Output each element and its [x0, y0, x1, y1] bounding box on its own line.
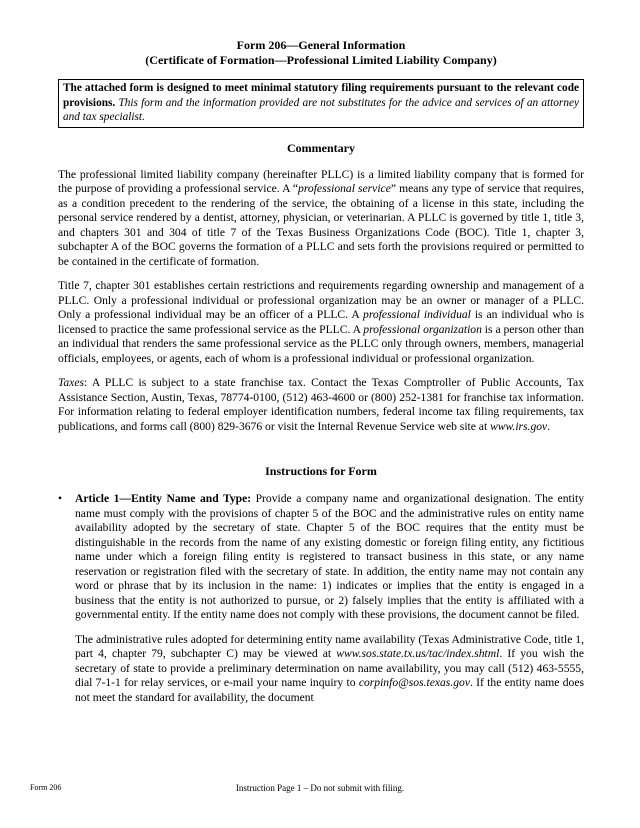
- commentary-heading: Commentary: [287, 140, 355, 155]
- instructions-heading: Instructions for Form: [265, 464, 377, 478]
- taxes-paragraph: Taxes: A PLLC is subject to a state franchise tax. Contact the Texas Comptroller of Public Accounts, Tax Assistance Section, Austin, Texas, 78774-0100, (512) 463-4600 or (800) 252-1381 for franchise tax information. For information relating to federal employer identification numbers, federal income tax filing requirements, tax publications, and forms call (800) 829-3676 or visit the Internal Revenue Service web site at www.irs.gov.: [58, 376, 584, 433]
- article-1-paragraph-2: The administrative rules adopted for determining entity name availability (Texas Administrative Code, title 1, part 4, chapter 79, subchapter C) may be viewed at www.sos.state.tx.us/tac/index.shtml. If you wish the secretary of state to provide a preliminary determination on name availability, you may call (512) 463-5555, dial 7-1-1 for relay services, or e-mail your name inquiry to corpinfo@sos.texas.gov. If the entity name does not meet the standard for availability, the document: [75, 632, 584, 704]
- disclaimer-bold: The attached form is designed to meet minimal statutory filing requirements pursuant to the relevant code provisions.: [63, 82, 579, 109]
- commentary-paragraph-1: The professional limited liability company (hereinafter PLLC) is a limited liability company that is formed for the purpose of providing a professional service. A “professional service” means any type of service that requires, as a condition precedent to the rendering of the service, the obtaining of a license in this state, including the personal service rendered by a dentist, attorney, physician, or veterinarian. A PLLC is governed by title 1, title 3, and chapters 301 and 304 of title 7 of the Texas Business Organizations Code (BOC). Title 1, chapter 3, subchapter A of the BOC governs the formation of a PLLC and sets forth the provisions required or permitted to be contained in the certificate of formation.: [58, 167, 584, 268]
- tac-link[interactable]: www.sos.state.tx.us/tac/index.shtml: [336, 647, 500, 660]
- article-1-item: [58, 492, 584, 705]
- corpinfo-email-link[interactable]: corpinfo@sos.texas.gov: [358, 676, 470, 689]
- irs-link[interactable]: www.irs.gov: [490, 419, 548, 433]
- form-title-line1: Form 206—General Information: [236, 38, 406, 52]
- disclaimer-box: [58, 79, 584, 128]
- document-page: [58, 38, 584, 715]
- bullet-marker: •: [58, 492, 63, 505]
- taxes-label: Taxes: [58, 376, 84, 389]
- article-1-paragraph: Article 1—Entity Name and Type: Provide a company name and organizational designation. The entity name must comply with the provisions of chapter 5 of the BOC and the administrative rules on entity name availability adopted by the secretary of state. Chapter 5 of the BOC requires that the entity must be distinguishable in the records from the name of any existing domestic or foreign filing entity, any fictitious name under which a foreign filing entity is registered to transact business in this state, or any name reservation or registration filed with the secretary of state. In addition, the entity name may not contain any word or phrase that by its inclusion in the name: 1) indicates or implies that the entity is engaged in a business that the entity is not authorized to pursue, or 2) falsely implies that the entity is affiliated with a governmental entity. If the entity name does not comply with these provisions, the document cannot be filed.: [75, 492, 584, 621]
- footer-page-note: Instruction Page 1 – Do not submit with filing.: [235, 783, 405, 793]
- commentary-paragraph-2: Title 7, chapter 301 establishes certain restrictions and requirements regarding ownership and management of a PLLC. Only a professional individual or professional organization may be an owner or manager of a PLLC. Only a professional individual may be an officer of a PLLC. A professional individual is an individual who is licensed to practice the same professional service as the PLLC. A professional organization is a person other than an individual that renders the same professional service as the PLLC only through owners, members, managerial officials, employees, or agents, each of whom is a professional individual or professional organization.: [58, 279, 585, 365]
- form-title-line2: (Certificate of Formation—Professional Limited Liability Company): [145, 53, 497, 67]
- term-professional-organization: professional organization: [363, 322, 482, 336]
- article-1-lead: Article 1—Entity Name and Type:: [75, 492, 252, 505]
- term-professional-service: professional service: [298, 182, 391, 195]
- term-professional-individual: professional individual: [363, 308, 471, 321]
- footer-form-label: Form 206: [30, 783, 62, 792]
- disclaimer-italic: This form and the information provided are not substitutes for the advice and services of an attorney and tax specialist.: [63, 96, 579, 123]
- form-title: [58, 38, 584, 68]
